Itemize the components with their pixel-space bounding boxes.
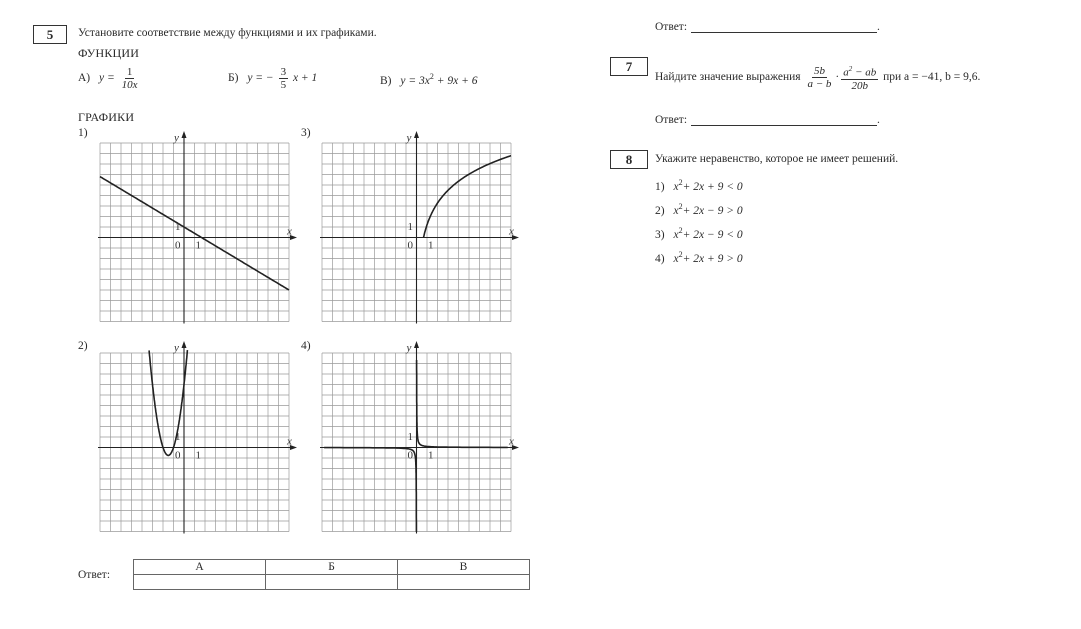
graph-label-2: 2) xyxy=(78,340,88,352)
y-tick-one-label: 1 xyxy=(407,431,413,443)
graph-label-1: 1) xyxy=(78,127,88,139)
task-7-answer-label: Ответ: xyxy=(655,114,688,126)
task-8-option-1[interactable] xyxy=(655,178,743,193)
x-tick-one-label: 1 xyxy=(195,239,201,252)
graph-2-curve xyxy=(149,350,187,455)
hyperbola-branch-right xyxy=(417,360,508,447)
function-v-sup: 2 xyxy=(429,72,434,81)
option-2-num: 2) xyxy=(655,204,665,217)
task-7-f2-den: 20b xyxy=(851,79,868,92)
task-5-question: Установите соответствие между функциями и их графиками. xyxy=(78,27,377,39)
function-b-rest: x + 1 xyxy=(292,72,318,85)
x-tick-one-label: 1 xyxy=(195,449,201,462)
x-axis-label: x xyxy=(287,225,292,238)
task-7-f1-num: 5b xyxy=(813,64,825,77)
x-axis-label: x xyxy=(509,435,514,448)
y-axis-arrow-icon xyxy=(182,131,187,138)
option-3-b: + 2x − 9 < 0 xyxy=(682,228,743,241)
option-4-sup: 2 xyxy=(678,250,683,259)
y-axis-label: y xyxy=(406,132,412,144)
y-tick-one-label: 1 xyxy=(175,221,181,233)
task-6-answer-field[interactable] xyxy=(691,20,877,33)
origin-label: 0 xyxy=(175,239,181,252)
function-a-den: 10x xyxy=(121,79,138,91)
y-tick-one-label: 1 xyxy=(175,431,181,443)
task-8-option-2[interactable] xyxy=(655,202,743,217)
origin-label: 0 xyxy=(407,449,413,462)
option-4-num: 4) xyxy=(655,252,665,265)
task-7-answer-field[interactable] xyxy=(691,113,877,126)
option-4-b: + 2x + 9 > 0 xyxy=(682,252,743,265)
option-2-b: + 2x − 9 > 0 xyxy=(682,204,743,217)
origin-label: 0 xyxy=(175,449,181,462)
function-v-lhs: y = 3x xyxy=(400,74,430,87)
function-b-num: 3 xyxy=(280,66,287,78)
task-7-f2-b: − ab xyxy=(852,66,877,79)
function-b-letter: Б) xyxy=(228,72,239,85)
y-axis-label: y xyxy=(174,132,179,144)
option-2-a: x xyxy=(673,204,679,217)
option-1-sup: 2 xyxy=(678,178,683,187)
x-axis-label: x xyxy=(287,435,292,448)
task-7-answer xyxy=(655,113,880,126)
task-7-f2-a: a xyxy=(843,66,849,79)
graph-4 xyxy=(320,341,519,534)
task-7-fraction-1 xyxy=(805,65,833,90)
task-5-answer-table xyxy=(133,559,530,590)
task-7-f2-num xyxy=(841,63,878,80)
y-axis-arrow-icon xyxy=(414,341,419,348)
option-2-sup: 2 xyxy=(678,202,683,211)
task-7-prefix: Найдите значение выражения xyxy=(655,70,801,83)
option-3-sup: 2 xyxy=(678,226,683,235)
task-7-dot: · xyxy=(835,70,840,83)
option-4-a: x xyxy=(673,252,679,265)
y-axis-arrow-icon xyxy=(182,341,187,348)
graph-3-curve xyxy=(424,156,512,238)
answer-col-a: А xyxy=(134,560,266,575)
graph-label-3: 3) xyxy=(301,127,311,139)
task-7-question xyxy=(655,63,980,92)
answer-col-b: Б xyxy=(266,560,398,575)
functions-header: ФУНКЦИИ xyxy=(78,46,140,60)
function-a-letter: А) xyxy=(78,72,91,85)
option-1-num: 1) xyxy=(655,180,665,193)
origin-label: 0 xyxy=(407,239,413,252)
function-a-num: 1 xyxy=(126,66,133,78)
option-3-num: 3) xyxy=(655,228,665,241)
task-6-answer-end: . xyxy=(877,21,880,33)
y-axis-label: y xyxy=(174,342,179,354)
task-7-number: 7 xyxy=(610,57,648,76)
task-7-f1-den: a − b xyxy=(807,77,832,90)
answer-cell-b[interactable] xyxy=(266,575,398,590)
graph-1 xyxy=(98,131,297,324)
task-5-answer-label: Ответ: xyxy=(78,569,111,581)
y-axis-label: y xyxy=(406,342,412,354)
function-a-lhs: y = xyxy=(99,72,115,85)
function-v-letter: В) xyxy=(380,74,392,87)
option-1-b: + 2x + 9 < 0 xyxy=(682,180,743,193)
task-7-fraction-2 xyxy=(841,63,878,92)
function-b-den: 5 xyxy=(280,79,287,91)
x-axis-label: x xyxy=(509,225,514,238)
task-6-answer xyxy=(655,20,880,33)
option-3-a: x xyxy=(673,228,679,241)
graphs-header: ГРАФИКИ xyxy=(78,110,135,124)
task-8-question: Укажите неравенство, которое не имеет решений. xyxy=(655,153,899,165)
graph-3 xyxy=(320,131,519,324)
graph-2 xyxy=(98,341,297,534)
task-7-suffix: при a = −41, b = 9,6. xyxy=(883,70,981,83)
answer-cell-v[interactable] xyxy=(398,575,530,590)
x-tick-one-label: 1 xyxy=(428,449,434,462)
task-8-option-4[interactable] xyxy=(655,250,743,265)
task-7-answer-end: . xyxy=(877,114,880,126)
answer-cell-a[interactable] xyxy=(134,575,266,590)
task-8-option-3[interactable] xyxy=(655,226,743,241)
task-5-number: 5 xyxy=(33,25,67,44)
task-7-f2-sup: 2 xyxy=(848,65,853,73)
task-8-number: 8 xyxy=(610,150,648,169)
function-b-lhs: y = − xyxy=(247,72,274,85)
x-tick-one-label: 1 xyxy=(428,239,434,252)
y-axis-arrow-icon xyxy=(414,131,419,138)
y-tick-one-label: 1 xyxy=(407,221,413,233)
function-v-rest: + 9x + 6 xyxy=(436,74,478,87)
option-1-a: x xyxy=(673,180,679,193)
graph-label-4: 4) xyxy=(301,340,311,352)
answer-col-v: В xyxy=(398,560,530,575)
task-6-answer-label: Ответ: xyxy=(655,21,688,33)
